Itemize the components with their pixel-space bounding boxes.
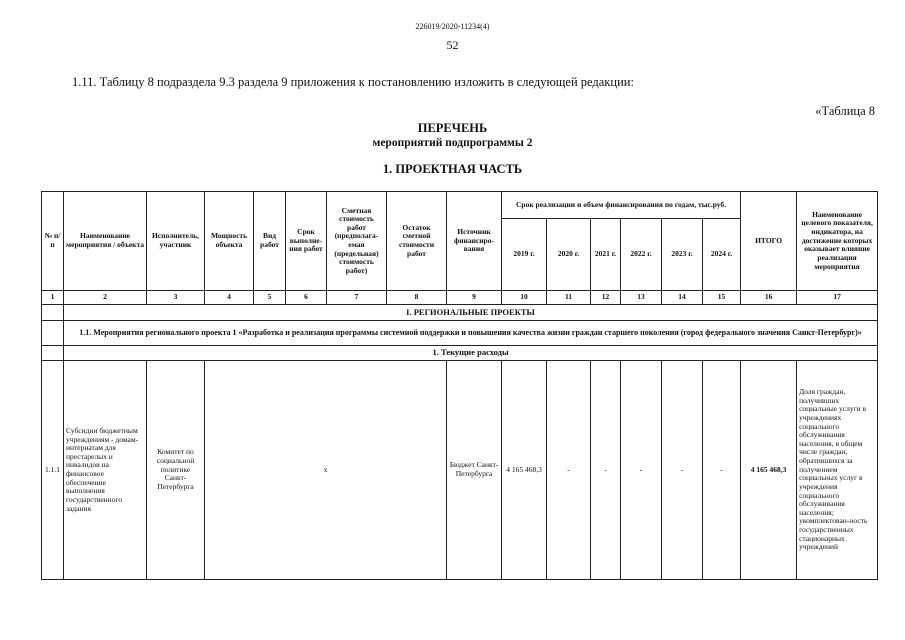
header-year: 2022 г.	[621, 219, 662, 291]
header-year: 2024 г.	[703, 219, 741, 291]
header-year: 2021 г.	[591, 219, 621, 291]
row-total: 4 165 468,3	[741, 361, 797, 580]
header-source: Источник финансиро-вания	[447, 192, 502, 291]
col-number: 14	[662, 291, 703, 305]
subsection-row-label: 1.1. Мероприятия регионального проекта 1 «Разработка и реализация программы системной поддержки и повышения качества жизни граждан старшего поколения (город федерального значения Санкт-Петербург)»	[64, 321, 878, 346]
col-number: 8	[387, 291, 447, 305]
col-number: 1	[42, 291, 64, 305]
col-number: 2	[64, 291, 147, 305]
header-indicator: Наименование целевого показателя, индикатора, на достижение которых оказывает влияние реализация мероприятия	[797, 192, 878, 291]
col-number: 11	[547, 291, 591, 305]
header-executor: Исполнитель, участник	[147, 192, 205, 291]
col-number: 7	[327, 291, 387, 305]
row-executor: Комитет по социальной политике Санкт-Петербурга	[147, 361, 205, 580]
table-reference: «Таблица 8	[815, 104, 875, 118]
row-year-2022: -	[621, 361, 662, 580]
col-number: 12	[591, 291, 621, 305]
row-name: Субсидии бюджетным учреждениям - домам-интернатам для престарелых и инвалидов на финансовое обеспечение выполнения государственного задания	[64, 361, 147, 580]
document-title: ПЕРЕЧЕНЬ	[417, 121, 488, 135]
header-remainder: Остаток сметной стоимости работ	[387, 192, 447, 291]
subsection-row	[42, 321, 878, 346]
row-merged-x: х	[205, 361, 447, 580]
header-name: Наименование мероприятия / объекта	[64, 192, 147, 291]
cost-type-row	[42, 346, 878, 361]
page-number: 52	[446, 38, 459, 52]
header-work-type: Вид работ	[254, 192, 286, 291]
header-period-group: Срок реализации и объем финансирования по годам, тыс.руб.	[502, 192, 741, 219]
row-year-2020: -	[547, 361, 591, 580]
header-year: 2019 г.	[502, 219, 547, 291]
row-num: 1.1.1	[42, 361, 64, 580]
cost-type-label: 1. Текущие расходы	[64, 346, 878, 361]
col-number: 15	[703, 291, 741, 305]
section-title: 1. ПРОЕКТНАЯ ЧАСТЬ	[382, 162, 523, 176]
document-subtitle: мероприятий подпрограммы 2	[372, 137, 533, 149]
header-row	[42, 192, 878, 219]
col-number: 17	[797, 291, 878, 305]
col-number: 9	[447, 291, 502, 305]
header-capacity: Мощность объекта	[205, 192, 254, 291]
col-number: 5	[254, 291, 286, 305]
header-estimate: Сметная стоимость работ (предполага-емая (предельная) стоимость работ)	[327, 192, 387, 291]
column-numbers-row	[42, 291, 878, 305]
header-term: Срок выполне-ния работ	[286, 192, 327, 291]
header-total: ИТОГО	[741, 192, 797, 291]
col-number: 3	[147, 291, 205, 305]
header-year: 2023 г.	[662, 219, 703, 291]
col-number: 16	[741, 291, 797, 305]
row-source: Бюджет Санкт-Петербурга	[447, 361, 502, 580]
header-year: 2020 г.	[547, 219, 591, 291]
row-indicator: Доля граждан, получивших социальные услуги в учреждениях социального обслуживания населения, в общем числе граждан, обратившихся за получением социальных услуг в учреждения социального обслуживания населения; укомплектован-ность государственных стационарных учреждений	[797, 361, 878, 580]
row-year-2021: -	[591, 361, 621, 580]
section-row	[42, 305, 878, 321]
col-number: 6	[286, 291, 327, 305]
row-year-2023: -	[662, 361, 703, 580]
col-number: 4	[205, 291, 254, 305]
measures-table	[41, 191, 878, 580]
document-number: 226019/2020-11234(4)	[415, 22, 490, 31]
col-number: 10	[502, 291, 547, 305]
col-number: 13	[621, 291, 662, 305]
section-row-label: I. РЕГИОНАЛЬНЫЕ ПРОЕКТЫ	[64, 305, 878, 321]
row-year-2019: 4 165 468,3	[502, 361, 547, 580]
intro-paragraph: 1.11. Таблицу 8 подраздела 9.3 раздела 9 приложения к постановлению изложить в следующей редакции:	[72, 75, 634, 89]
header-num: № п/п	[42, 192, 64, 291]
table-row	[42, 361, 878, 580]
row-year-2024: -	[703, 361, 741, 580]
